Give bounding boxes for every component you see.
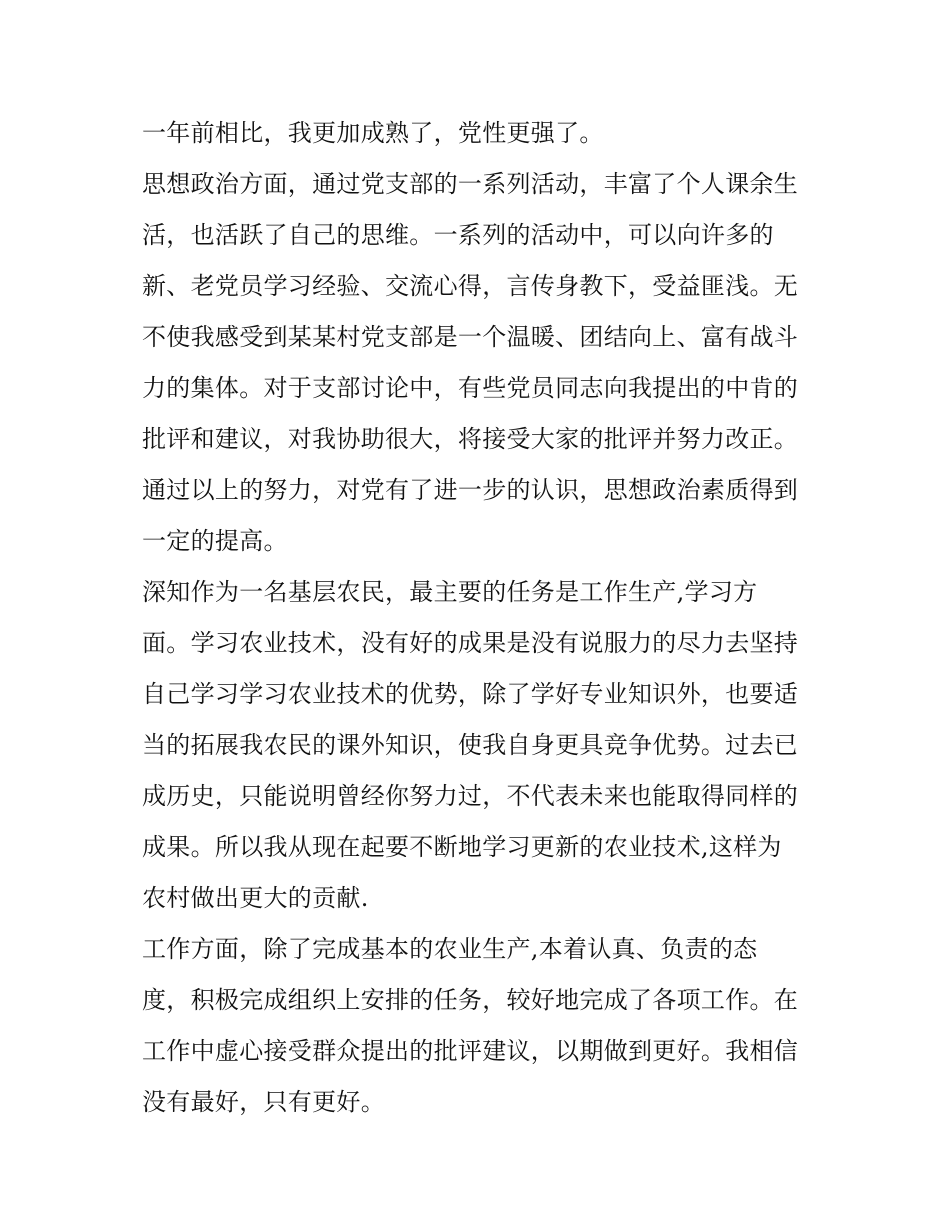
text-line: 思想政治方面，通过党支部的一系列活动，丰富了个人课余生 — [142, 170, 799, 198]
text-line: 通过以上的努力，对党有了进一步的认识，思想政治素质得到 — [142, 476, 799, 504]
text-line: 不使我感受到某某村党支部是一个温暖、团结向上、富有战斗 — [142, 323, 799, 351]
text-line: 面。学习农业技术，没有好的成果是没有说服力的尽力去坚持 — [142, 629, 799, 657]
text-line: 成果。所以我从现在起要不断地学习更新的农业技术,这样为 — [142, 833, 782, 861]
text-line: 一年前相比，我更加成熟了，党性更强了。 — [142, 119, 604, 147]
text-line: 活，也活跃了自己的思维。一系列的活动中，可以向许多的 — [142, 221, 774, 249]
text-line: 新、老党员学习经验、交流心得，言传身教下，受益匪浅。无 — [142, 272, 799, 300]
text-line: 深知作为一名基层农民，最主要的任务是工作生产,学习方 — [142, 578, 758, 606]
text-line: 批评和建议，对我协助很大，将接受大家的批评并努力改正。 — [142, 425, 799, 453]
text-line: 力的集体。对于支部讨论中，有些党员同志向我提出的中肯的 — [142, 374, 799, 402]
text-line: 工作中虚心接受群众提出的批评建议，以期做到更好。我相信 — [142, 1037, 799, 1065]
text-line: 自己学习学习农业技术的优势，除了学好专业知识外，也要适 — [142, 680, 799, 708]
text-line: 一定的提高。 — [142, 527, 288, 555]
text-line: 工作方面，除了完成基本的农业生产,本着认真、负责的态 — [142, 935, 758, 963]
document-body — [142, 108, 842, 1128]
text-line: 成历史，只能说明曾经你努力过，不代表未来也能取得同样的 — [142, 782, 799, 810]
text-line: 农村做出更大的贡献. — [142, 884, 369, 912]
text-line: 当的拓展我农民的课外知识，使我自身更具竞争优势。过去已 — [142, 731, 799, 759]
text-line: 没有最好，只有更好。 — [142, 1088, 385, 1116]
text-line: 度，积极完成组织上安排的任务，较好地完成了各项工作。在 — [142, 986, 799, 1014]
